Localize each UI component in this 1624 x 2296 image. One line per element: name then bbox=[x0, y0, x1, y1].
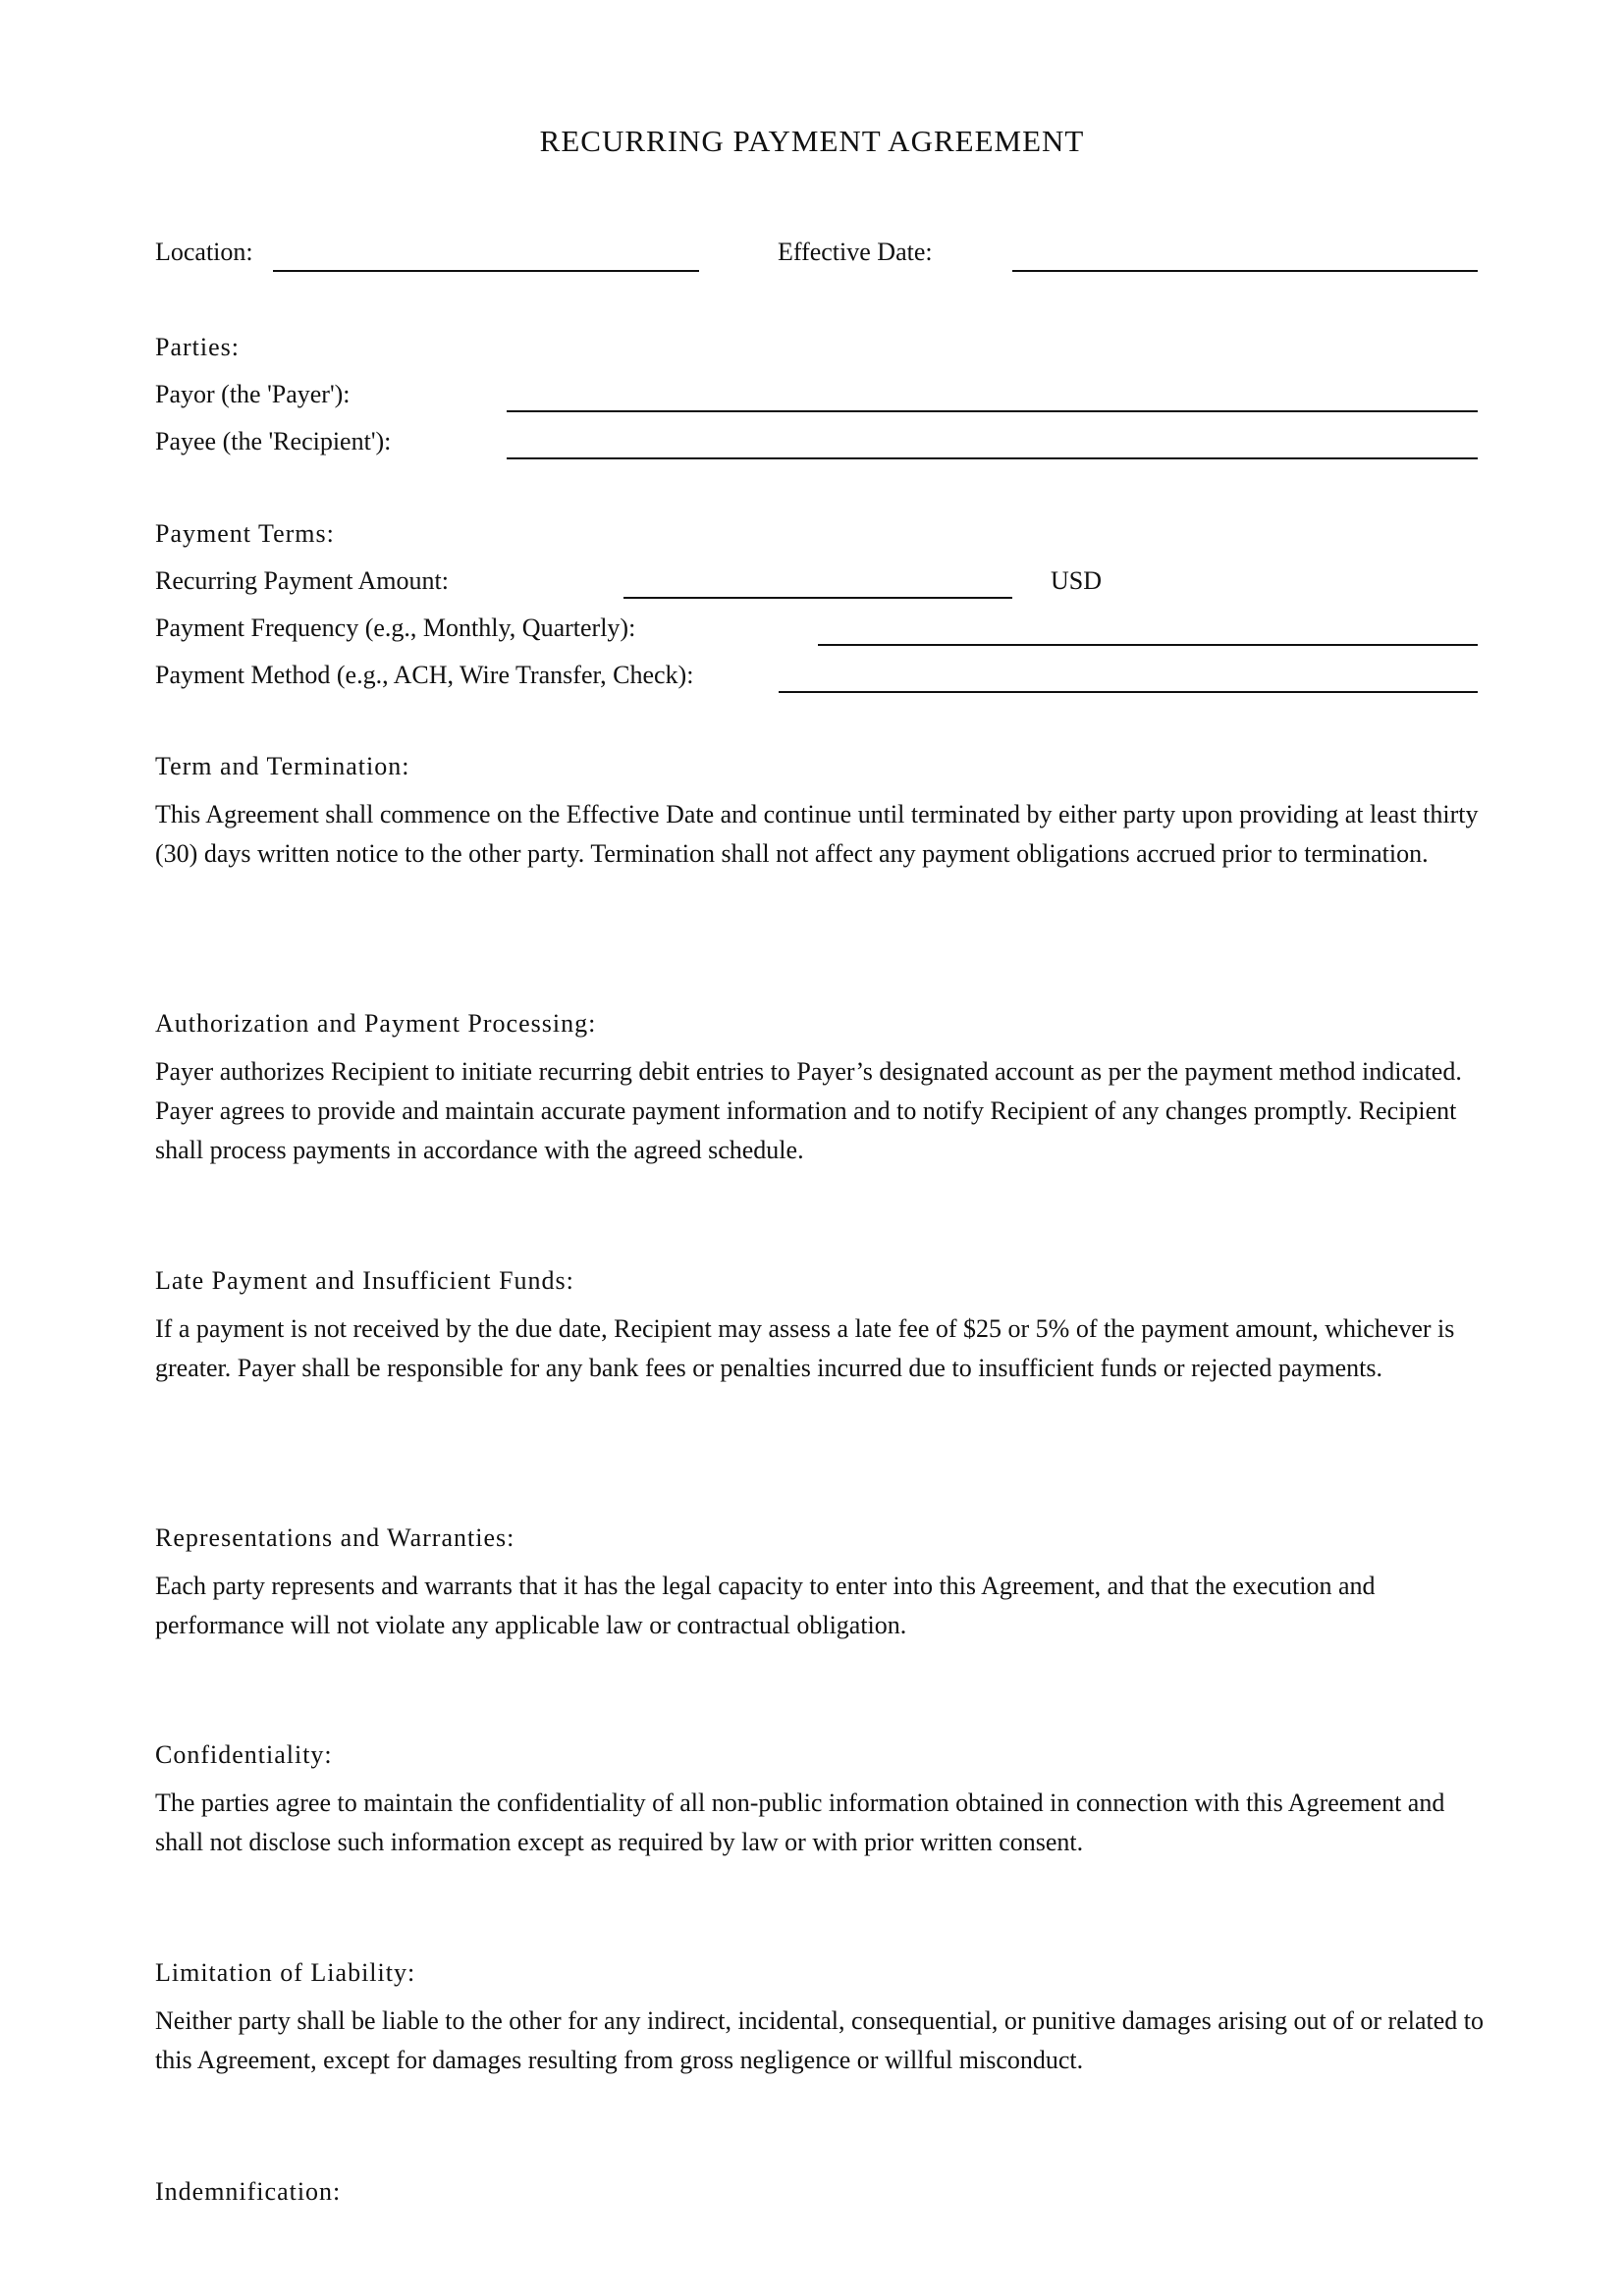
payee-label: Payee (the 'Recipient'): bbox=[155, 427, 392, 455]
frequency-label: Payment Frequency (e.g., Monthly, Quarterly): bbox=[155, 614, 636, 642]
section-heading-authorization: Authorization and Payment Processing: bbox=[155, 1009, 597, 1038]
section-heading-confidentiality: Confidentiality: bbox=[155, 1740, 333, 1769]
payee-blank[interactable] bbox=[507, 457, 1478, 459]
location-blank[interactable] bbox=[273, 270, 699, 272]
payment-terms-heading: Payment Terms: bbox=[155, 519, 335, 548]
amount-blank[interactable] bbox=[623, 597, 1012, 599]
section-body-term: This Agreement shall commence on the Effective Date and continue until terminated by either party upon providing at least thirty (30) days written notice to the other party. Termination shall not affect any payment obligations accrued prior to termination. bbox=[155, 800, 1479, 868]
method-blank[interactable] bbox=[779, 691, 1478, 693]
section-body-late-payment: If a payment is not received by the due date, Recipient may assess a late fee of $25 or 5% of the payment amount, whichever is greater. Payer shall be responsible for any bank fees or penalties incurred due to insufficient funds or rejected payments. bbox=[155, 1314, 1455, 1382]
section-heading-liability: Limitation of Liability: bbox=[155, 1958, 416, 1987]
payor-blank[interactable] bbox=[507, 410, 1478, 412]
section-heading-representations: Representations and Warranties: bbox=[155, 1523, 515, 1552]
section-body-confidentiality: The parties agree to maintain the confidentiality of all non-public information obtained in connection with this Agreement and shall not disclose such information except as required by law or with prior written consent. bbox=[155, 1789, 1445, 1856]
section-heading-late-payment: Late Payment and Insufficient Funds: bbox=[155, 1266, 574, 1295]
effective-date-blank[interactable] bbox=[1012, 270, 1478, 272]
section-body-liability: Neither party shall be liable to the other for any indirect, incidental, consequential, or punitive damages arising out of or related to this Agreement, except for damages resulting from gross negligence or willful misconduct. bbox=[155, 2006, 1485, 2074]
effective-date-label: Effective Date: bbox=[778, 238, 933, 266]
currency-label: USD bbox=[1051, 566, 1103, 595]
document-title: RECURRING PAYMENT AGREEMENT bbox=[539, 124, 1085, 158]
section-body-representations: Each party represents and warrants that it has the legal capacity to enter into this Agreement, and that the execution and performance will not violate any applicable law or contractual obligation. bbox=[155, 1572, 1376, 1639]
frequency-blank[interactable] bbox=[818, 644, 1478, 646]
parties-heading: Parties: bbox=[155, 333, 240, 361]
section-heading-term: Term and Termination: bbox=[155, 752, 410, 780]
method-label: Payment Method (e.g., ACH, Wire Transfer, Check): bbox=[155, 661, 694, 689]
location-label: Location: bbox=[155, 238, 253, 266]
section-heading-indemnification: Indemnification: bbox=[155, 2177, 342, 2206]
section-body-authorization: Payer authorizes Recipient to initiate recurring debit entries to Payer’s designated account as per the payment method indicated. Payer agrees to provide and maintain accurate payment information and to notify Recipient of any changes promptly. Recipient shall process payments in accordance with the agreed schedule. bbox=[155, 1057, 1462, 1164]
payor-label: Payor (the 'Payer'): bbox=[155, 380, 351, 408]
amount-label: Recurring Payment Amount: bbox=[155, 566, 449, 595]
